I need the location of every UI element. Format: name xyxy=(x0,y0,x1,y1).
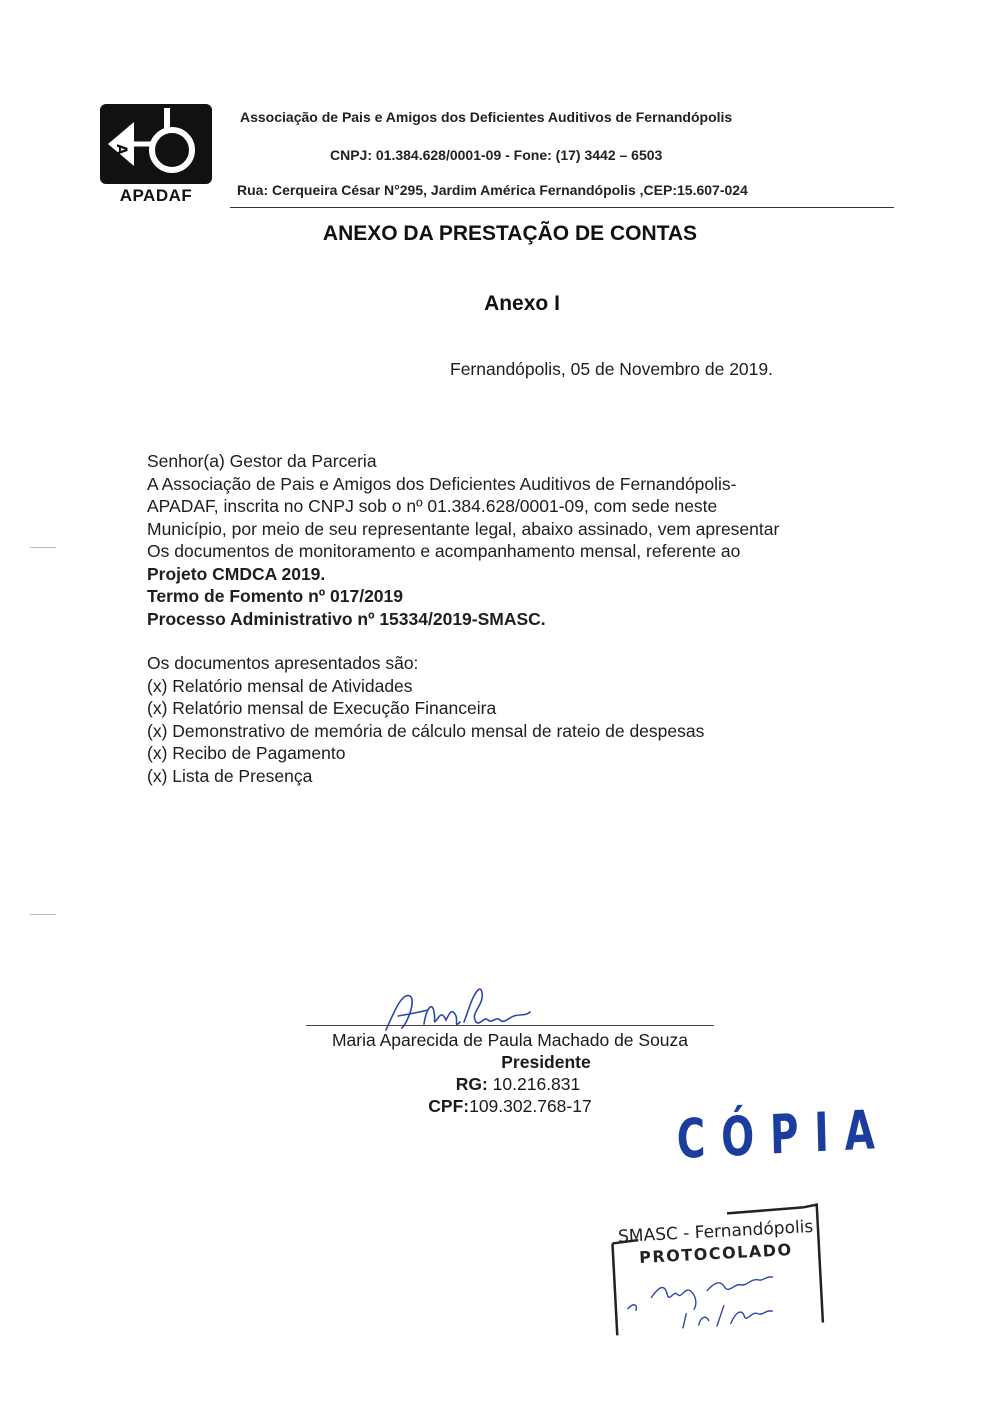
signer-role: Presidente xyxy=(501,1052,591,1072)
header-divider xyxy=(230,207,894,208)
body-line: Senhor(a) Gestor da Parceria xyxy=(147,451,377,471)
document-item: (x) Relatório mensal de Execução Financeira xyxy=(147,698,497,718)
document-item: (x) Relatório mensal de Atividades xyxy=(147,675,413,696)
document-item: (x) Recibo de Pagamento xyxy=(147,743,346,763)
rg-value: 10.216.831 xyxy=(487,1074,581,1094)
svg-text:A: A xyxy=(113,144,129,155)
stamp-office: SMASC - Fernandópolis xyxy=(617,1216,814,1248)
body-line: Os documentos de monitoramento e acompanhamento mensal, referente ao xyxy=(147,541,741,561)
protocol-stamp xyxy=(607,1202,827,1337)
documents-intro: Os documentos apresentados são: xyxy=(147,653,419,673)
body-line: A Associação de Pais e Amigos dos Deficientes Auditivos de Fernandópolis- xyxy=(147,473,737,494)
page-subtitle: Anexo I xyxy=(484,292,560,315)
signer-cpf xyxy=(300,1096,720,1117)
project-line: Projeto CMDCA 2019. xyxy=(147,563,326,584)
agreement-line: Termo de Fomento nº 017/2019 xyxy=(147,586,404,606)
body-line: APADAF, inscrita no CNPJ sob o nº 01.384.628/0001-09, com sede neste xyxy=(147,496,718,516)
cpf-label: CPF: xyxy=(428,1096,470,1116)
cpf-value: 109.302.768-17 xyxy=(469,1096,592,1116)
stamp-protocolado: PROTOCOLADO xyxy=(638,1240,793,1268)
date-line: Fernandópolis, 05 de Novembro de 2019. xyxy=(450,359,773,379)
ear-logo-icon xyxy=(100,104,212,184)
document-item: (x) Lista de Presença xyxy=(147,765,313,786)
org-name: Associação de Pais e Amigos dos Deficientes Auditivos de Fernandópolis xyxy=(240,109,733,125)
address: Rua: Cerqueira César N°295, Jardim América Fernandópolis ,CEP:15.607-024 xyxy=(237,182,748,198)
signer-rg xyxy=(300,1074,728,1095)
copia-stamp: CÓPIA xyxy=(676,1097,892,1171)
body-paragraph xyxy=(147,450,779,630)
rg-label: RG: xyxy=(455,1074,488,1094)
process-line: Processo Administrativo nº 15334/2019-SMASC. xyxy=(147,608,546,629)
apadaf-logo xyxy=(100,104,212,184)
signer-name: Maria Aparecida de Paula Machado de Souza xyxy=(331,1030,689,1050)
body-line: Município, por meio de seu representante legal, abaixo assinado, vem apresentar xyxy=(147,518,780,539)
signature-line xyxy=(306,1025,714,1026)
page-title: ANEXO DA PRESTAÇÃO DE CONTAS xyxy=(322,222,698,245)
margin-mark xyxy=(30,547,56,548)
logo-text: APADAF xyxy=(119,186,193,205)
document-item: (x) Demonstrativo de memória de cálculo mensal de rateio de despesas xyxy=(147,720,705,741)
cnpj-phone: CNPJ: 01.384.628/0001-09 - Fone: (17) 3442 – 6503 xyxy=(330,147,663,163)
margin-mark xyxy=(30,914,56,915)
documents-list xyxy=(147,652,704,787)
